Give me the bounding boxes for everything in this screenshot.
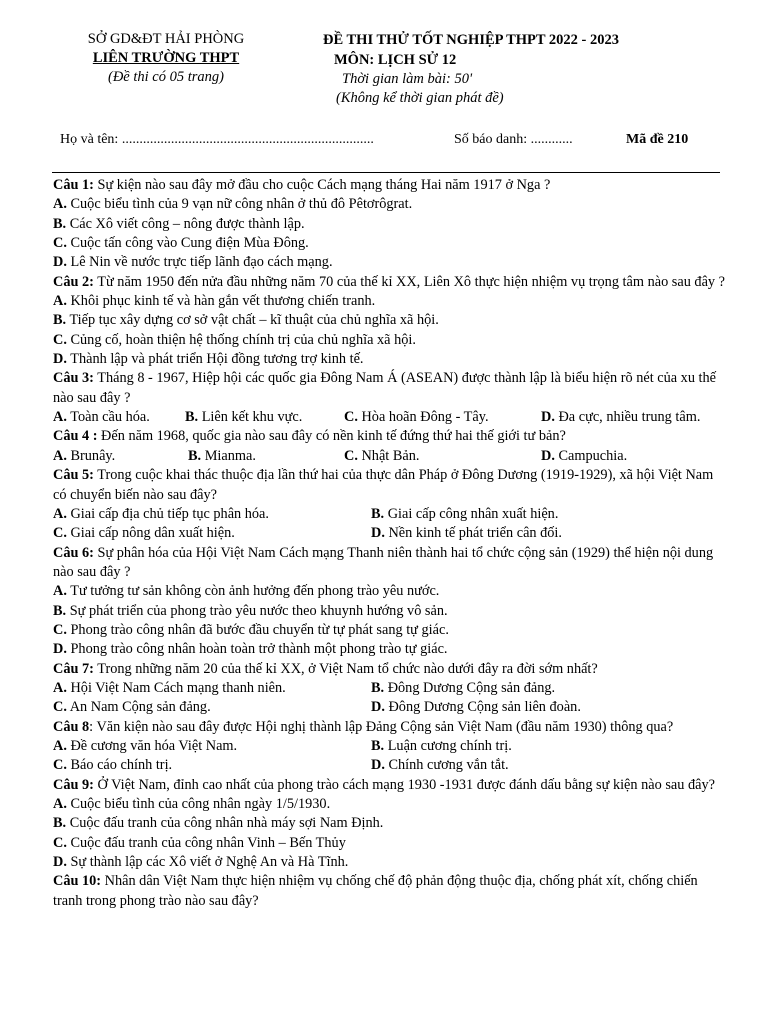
department-name: SỞ GD&ĐT HẢI PHÒNG bbox=[87, 31, 245, 47]
options-row bbox=[53, 737, 725, 756]
option-a: A. Toàn cầu hóa. bbox=[53, 409, 150, 426]
question-3 bbox=[53, 369, 725, 427]
options-row bbox=[53, 698, 725, 717]
option-b: B. Sự phát triển của phong trào yêu nước theo khuynh hướng vô sản. bbox=[53, 602, 448, 619]
question-number: Câu 9: bbox=[53, 776, 94, 793]
option-a: A. Cuộc biểu tình của công nhân ngày 1/5/1930. bbox=[53, 796, 331, 812]
option-d: D. Đông Dương Cộng sản liên đoàn. bbox=[371, 699, 581, 716]
time-limit: Thời gian làm bài: 50' bbox=[342, 71, 473, 87]
option-d: D. Lê Nin về nước trực tiếp lãnh đạo cách mạng. bbox=[53, 254, 333, 271]
option-b: B. Mianma. bbox=[188, 447, 256, 464]
option-b: B. Đông Dương Cộng sản đảng. bbox=[371, 679, 556, 696]
question-text: Trong cuộc khai thác thuộc địa lần thứ hai của thực dân Pháp ở Đông Dương (1919-1929), xã hội Việt Nam có chuyển biến nào sau đây? bbox=[53, 467, 714, 503]
question-number: Câu 2: bbox=[53, 273, 94, 290]
options-row bbox=[53, 408, 725, 427]
option-d: D. Chính cương vắn tắt. bbox=[371, 757, 509, 774]
option-a: A. Giai cấp địa chủ tiếp tục phân hóa. bbox=[53, 505, 269, 522]
candidate-name-field: Họ và tên: ........................................................................ bbox=[60, 132, 374, 147]
question-number: Câu 1: bbox=[53, 177, 94, 193]
question-number: Câu 5: bbox=[53, 467, 94, 484]
option-c: C. Nhật Bản. bbox=[344, 447, 420, 464]
option-c: C. Cuộc tấn công vào Cung điện Mùa Đông. bbox=[53, 235, 309, 252]
option-d: D. Campuchia. bbox=[541, 447, 628, 464]
question-text: Sự kiện nào sau đây mở đầu cho cuộc Cách mạng tháng Hai năm 1917 ở Nga ? bbox=[93, 177, 551, 193]
question-text: : Văn kiện nào sau đây được Hội nghị thành lập Đảng Cộng sản Việt Nam (đầu năm 1930) thông qua? bbox=[89, 718, 674, 735]
question-4 bbox=[53, 427, 725, 466]
option-a: A. Khôi phục kinh tế và hàn gắn vết thương chiến tranh. bbox=[53, 293, 376, 310]
question-number: Câu 6: bbox=[53, 544, 94, 561]
question-text: Ở Việt Nam, đỉnh cao nhất của phong trào cách mạng 1930 -1931 được đánh dấu bằng sự kiện nào sau đây? bbox=[93, 776, 715, 793]
option-b: B. Tiếp tục xây dựng cơ sở vật chất – kĩ thuật của chủ nghĩa xã hội. bbox=[53, 312, 439, 329]
question-6 bbox=[53, 544, 725, 660]
option-a: A. Đề cương văn hóa Việt Nam. bbox=[53, 737, 238, 754]
exam-header bbox=[0, 0, 768, 115]
candidate-id-field: Số báo danh: ............ bbox=[454, 132, 573, 147]
option-c: C. Củng cố, hoàn thiện hệ thống chính trị của chủ nghĩa xã hội. bbox=[53, 331, 416, 348]
pages-note: (Đề thi có 05 trang) bbox=[108, 69, 224, 85]
question-number: Câu 4 : bbox=[53, 428, 98, 445]
question-number: Câu 8 bbox=[53, 718, 90, 735]
option-a: A. Tư tưởng tư sản không còn ảnh hưởng đến phong trào yêu nước. bbox=[53, 583, 440, 600]
option-d: D. Đa cực, nhiều trung tâm. bbox=[541, 409, 701, 426]
option-b: B. Các Xô viết công – nông được thành lập. bbox=[53, 215, 305, 232]
question-text: Nhân dân Việt Nam thực hiện nhiệm vụ chống chế độ phản động thuộc địa, chống phát xít, chống chiến tranh trong phong trào nào sau đây? bbox=[53, 873, 698, 909]
options-row bbox=[53, 447, 725, 466]
option-c: C. Phong trào công nhân đã bước đầu chuyển từ tự phát sang tự giác. bbox=[53, 621, 449, 638]
time-note: (Không kể thời gian phát đề) bbox=[336, 90, 504, 106]
option-c: C. Giai cấp nông dân xuất hiện. bbox=[53, 525, 235, 542]
question-5 bbox=[53, 466, 725, 543]
header-divider bbox=[52, 172, 720, 173]
question-9 bbox=[53, 776, 725, 873]
exam-title: ĐỀ THI THỬ TỐT NGHIỆP THPT 2022 - 2023 bbox=[323, 32, 619, 48]
options-row bbox=[53, 679, 725, 698]
option-d: D. Sự thành lập các Xô viết ở Nghệ An và Hà Tĩnh. bbox=[53, 854, 349, 871]
option-c: C. An Nam Cộng sản đảng. bbox=[53, 699, 211, 716]
question-text: Đến năm 1968, quốc gia nào sau đây có nền kinh tế đứng thứ hai thế giới tư bản? bbox=[97, 428, 566, 445]
question-text: Trong những năm 20 của thế kỉ XX, ở Việt Nam tổ chức nào dưới đây ra đời sớm nhất? bbox=[93, 660, 598, 677]
option-a: A. Hội Việt Nam Cách mạng thanh niên. bbox=[53, 679, 286, 696]
question-number: Câu 3: bbox=[53, 370, 94, 387]
question-text: Từ năm 1950 đến nửa đầu những năm 70 của thế kỉ XX, Liên Xô thực hiện nhiệm vụ trọng tâm nào sau đây ? bbox=[93, 273, 725, 290]
subject-title: MÔN: LỊCH SỬ 12 bbox=[334, 52, 457, 68]
option-c: C. Báo cáo chính trị. bbox=[53, 757, 173, 774]
options-row bbox=[53, 756, 725, 775]
question-8 bbox=[53, 718, 725, 776]
question-number: Câu 7: bbox=[53, 660, 94, 677]
question-7 bbox=[53, 660, 725, 718]
option-b: B. Luận cương chính trị. bbox=[371, 737, 512, 754]
question-text: Tháng 8 - 1967, Hiệp hội các quốc gia Đông Nam Á (ASEAN) được thành lập là biểu hiện rõ nét của xu thế nào sau đây ? bbox=[53, 370, 717, 406]
option-b: B. Liên kết khu vực. bbox=[185, 409, 303, 426]
option-d: D. Thành lập và phát triển Hội đồng tương trợ kinh tế. bbox=[53, 351, 364, 368]
question-2 bbox=[53, 273, 725, 370]
school-name: LIÊN TRƯỜNG THPT bbox=[92, 50, 240, 66]
option-d: D. Nền kinh tế phát triển cân đối. bbox=[371, 525, 562, 542]
option-c: C. Cuộc đấu tranh của công nhân Vinh – Bến Thủy bbox=[53, 834, 346, 851]
option-a: A. Brunây. bbox=[53, 447, 116, 464]
question-10 bbox=[53, 872, 725, 911]
question-text: Sự phân hóa của Hội Việt Nam Cách mạng Thanh niên thành hai tổ chức cộng sản (1929) thể hiện nội dung nào sau đây ? bbox=[53, 544, 714, 580]
option-d: D. Phong trào công nhân hoàn toàn trở thành một phong trào tự giác. bbox=[53, 641, 448, 658]
question-number: Câu 10: bbox=[53, 873, 102, 890]
exam-code: Mã đề 210 bbox=[626, 132, 689, 147]
option-c: C. Hòa hoãn Đông - Tây. bbox=[344, 409, 489, 426]
question-list bbox=[53, 176, 725, 911]
options-row bbox=[53, 524, 725, 543]
options-row bbox=[53, 505, 725, 524]
option-b: B. Giai cấp công nhân xuất hiện. bbox=[371, 505, 559, 522]
option-b: B. Cuộc đấu tranh của công nhân nhà máy sợi Nam Định. bbox=[53, 815, 384, 832]
option-a: A. Cuộc biểu tình của 9 vạn nữ công nhân ở thủ đô Pêtơrôgrat. bbox=[53, 196, 413, 213]
question-1 bbox=[53, 176, 725, 273]
candidate-info-row bbox=[60, 132, 720, 152]
